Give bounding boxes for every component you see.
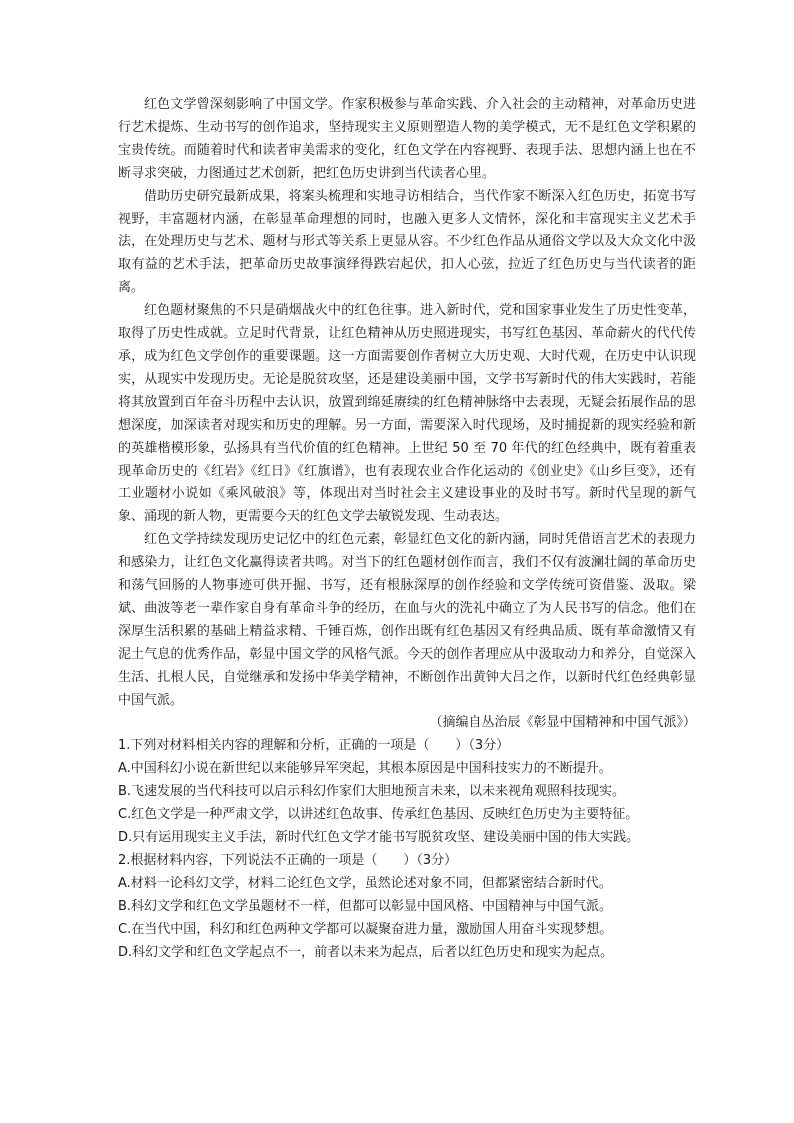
question-option: B.科幻文学和红色文学虽题材不一样，但都可以彰显中国风格、中国精神与中国气派。 (118, 898, 613, 914)
question-option: C.在当代中国，科幻和红色两种文学都可以凝聚奋进力量，激励国人用奋斗实现梦想。 (118, 921, 613, 937)
question-2 (118, 850, 696, 965)
question-option: A.中国科幻小说在新世纪以来能够异军突起，其根本原因是中国科技实力的不断提升。 (118, 761, 612, 777)
question-option: D.只有运用现实主义手法，新时代红色文学才能书写脱贫攻坚、建设美丽中国的伟大实践。 (118, 830, 640, 845)
question-option: C.红色文学是一种严肃文学，以讲述红色故事、传承红色基因、反映红色历史为主要特征。 (118, 807, 639, 823)
article-paragraph-3: 红色题材聚焦的不只是硝烟战火中的红色往事。进入新时代，党和国家事业发生了历史性变革，取得了历史性成就。立足时代背景，让红色精神从历史照进现实，书写红色基因、革命薪火的代代传承，成为红色文学创作的重要课题。这一方面需要创作者树立大历史观、大时代观，在历史中认识现实，从现实中发现历史。无论是脱贫攻坚，还是建设美丽中国，文学书写新时代的伟大实践时，若能将其放置到百年奋斗历程中去认识，放置到绵延赓续的红色精神脉络中去表现，无疑会拓展作品的思想深度，加深读者对现实和历史的理解。另一方面，需要深入时代现场，及时捕捉新的现实经验和新的英雄楷模形象，弘扬具有当代价值的红色精神。上世纪 50 至 70 年代的红色经典中，既有着重表现革命历史的《红岩》《红日》《红旗谱》，也有表现农业合作化运动的《创业史》《山乡巨变》，还有工业题材小说如《乘风破浪》等，体现出对当时社会主义建设事业的及时书写。新时代呈现的新气象、涌现的新人物，更需要今天的红色文学去敏锐发现、生动表达。 (118, 303, 696, 525)
question-option: A.材料一论科幻文学，材料二论红色文学，虽然论述对象不同，但都紧密结合新时代。 (118, 875, 612, 891)
article-paragraph-2: 借助历史研究最新成果，将案头梳理和实地寻访相结合，当代作家不断深入红色历史，拓宽书写视野，丰富题材内涵，在彰显革命理想的同时，也融入更多人文情怀，深化和丰富现实主义艺术手法，在处理历史与艺术、题材与形式等关系上更显从容。不少红色作品从通俗文学以及大众文化中汲取有益的艺术手法，把革命历史故事演绎得跌宕起伏，扣人心弦，拉近了红色历史与当代读者的距离。 (118, 188, 696, 296)
article-paragraph-1: 红色文学曾深刻影响了中国文学。作家积极参与革命实践、介入社会的主动精神，对革命历史进行艺术提炼、生动书写的创作追求，坚持现实主义原则塑造人物的美学模式，无不是红色文学积累的宝贵传统。而随着时代和读者审美需求的变化，红色文学在内容视野、表现手法、思想内涵上也在不断寻求突破，力图通过艺术创新，把红色历史讲到当代读者心里。 (118, 97, 696, 181)
question-stem: 2.根据材料内容，下列说法不正确的一项是（ ）（3分） (118, 852, 458, 868)
article-source: （摘编自丛治辰《彰显中国精神和中国气派》） (429, 715, 696, 731)
question-option: D.科幻文学和红色文学起点不一，前者以未来为起点，后者以红色历史和现实为起点。 (118, 944, 614, 960)
question-option: B.飞速发展的当代科技可以启示科幻作家们大胆地预言未来，以未来视角观照科技现实。 (118, 784, 626, 800)
question-stem: 1.下列对材料相关内容的理解和分析，正确的一项是（ ）（3分） (118, 738, 510, 754)
document-page (118, 94, 696, 964)
article-paragraph-4: 红色文学持续发现历史记忆中的红色元素，彰显红色文化的新内涵，同时凭借语言艺术的表现力和感染力，让红色文化赢得读者共鸣。对当下的红色题材创作而言，我们不仅有波澜壮阔的革命历史和荡气回肠的人物事迹可供开掘、书写，还有根脉深厚的创作经验和文学传统可资借鉴、汲取。梁斌、曲波等老一辈作家自身有革命斗争的经历，在血与火的洗礼中确立了为人民书写的信念。他们在深厚生活积累的基础上精益求精、千锤百炼，创作出既有红色基因又有经典品质、既有革命激情又有泥土气息的优秀作品，彰显中国文学的风格气派。今天的创作者理应从中汲取动力和养分，自觉深入生活、扎根人民，自觉继承和发扬中华美学精神，不断创作出黄钟大吕之作，以新时代红色经典彰显中国气派。 (118, 532, 696, 708)
question-1 (118, 735, 696, 850)
